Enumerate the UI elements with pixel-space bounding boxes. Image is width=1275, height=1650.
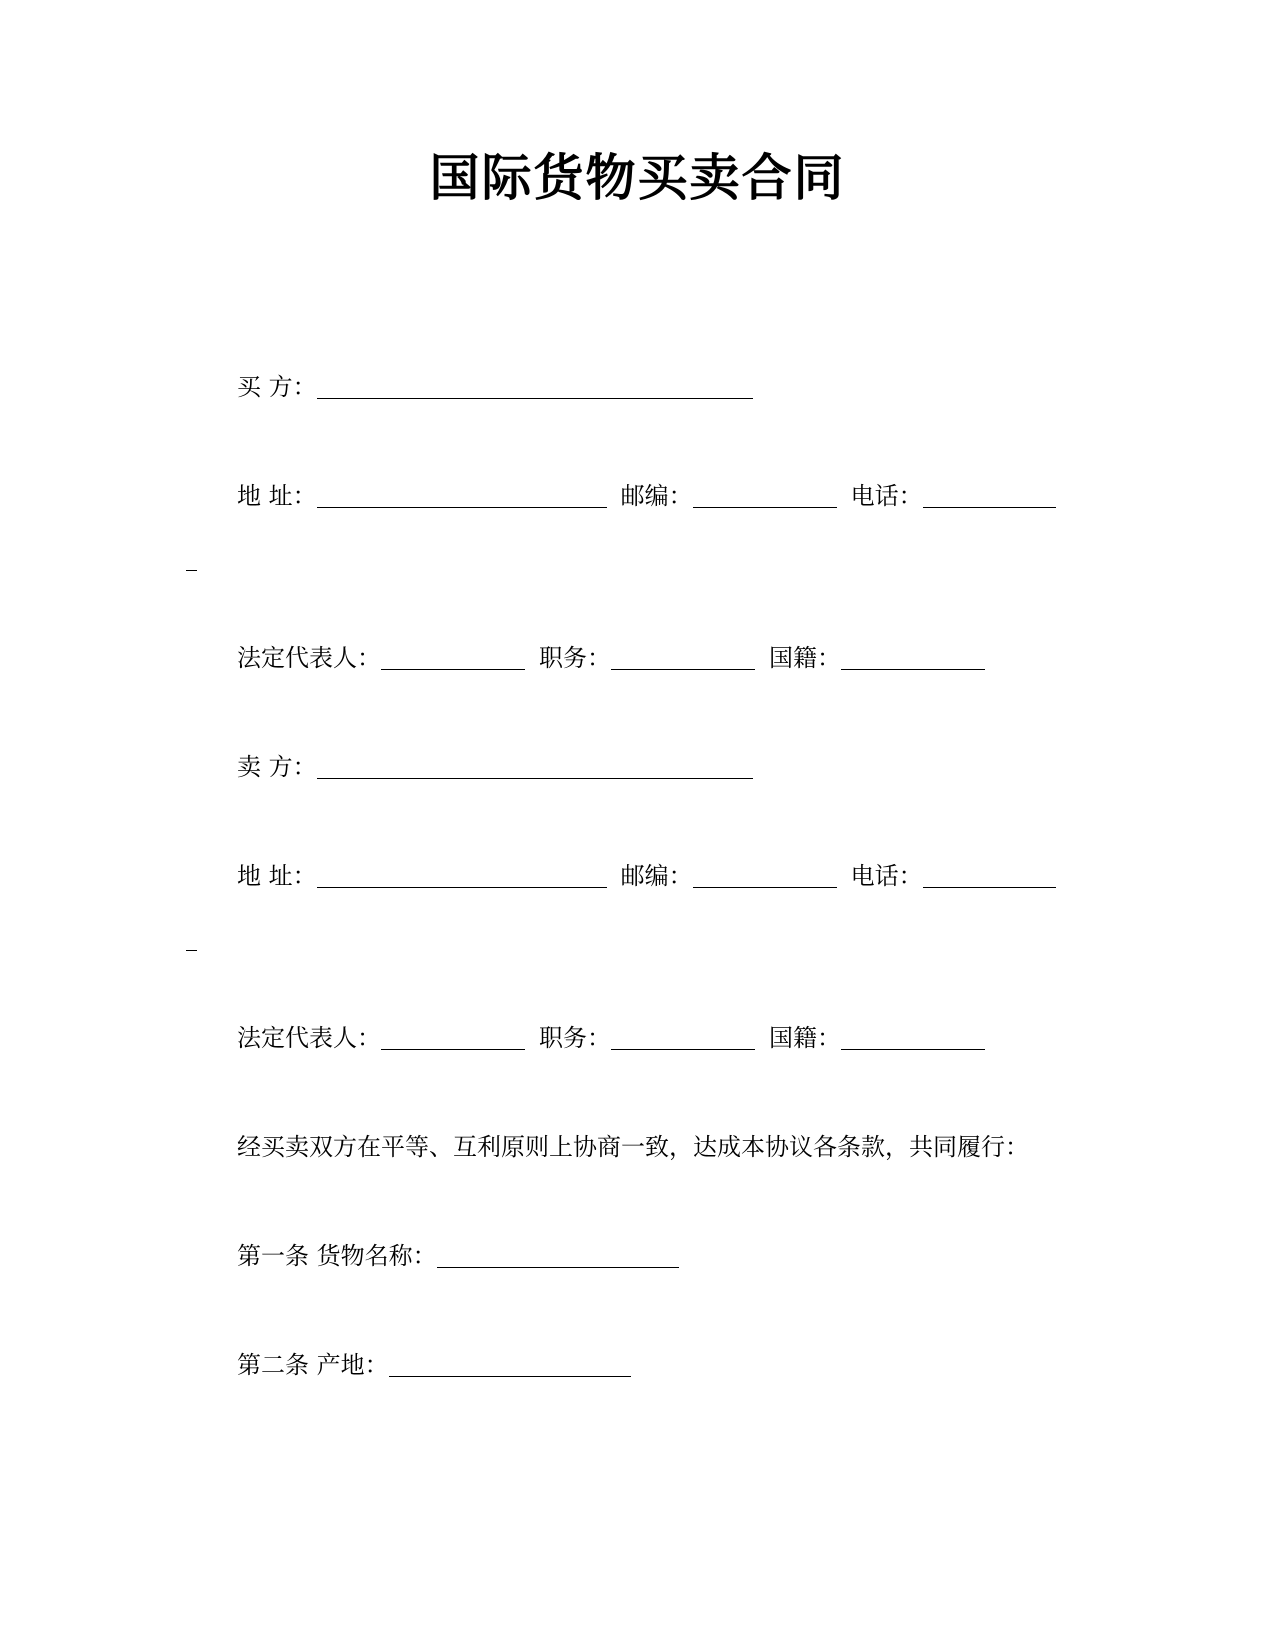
seller-address-row: [237, 860, 1056, 892]
seller-phone-blank-continuation: [186, 950, 197, 951]
seller-phone-label: 电话：: [850, 862, 923, 890]
article-2-row: [237, 1349, 645, 1381]
buyer-address-blank: [317, 507, 607, 508]
buyer-label: 买 方：: [237, 373, 317, 401]
article-1-row: [237, 1240, 693, 1272]
seller-position-label: 职务：: [539, 1024, 611, 1052]
article-2-blank: [389, 1376, 631, 1377]
document-title: 国际货物买卖合同: [429, 149, 846, 207]
buyer-legal-rep-row: [237, 642, 985, 674]
seller-nationality-blank: [841, 1049, 985, 1050]
buyer-phone-blank: [923, 507, 1056, 508]
buyer-name-blank: [317, 398, 753, 399]
buyer-nationality-blank: [841, 669, 985, 670]
seller-postcode-blank: [693, 887, 837, 888]
article-2-label: 第二条 产地：: [237, 1351, 389, 1379]
seller-legal-rep-row: [237, 1022, 985, 1054]
buyer-postcode-label: 邮编：: [620, 482, 693, 510]
seller-phone-blank: [923, 887, 1056, 888]
seller-name-blank: [317, 778, 753, 779]
article-1-blank: [437, 1267, 679, 1268]
seller-address-label: 地 址：: [237, 862, 317, 890]
buyer-address-label: 地 址：: [237, 482, 317, 510]
buyer-position-label: 职务：: [539, 644, 611, 672]
buyer-legal-rep-blank: [381, 669, 525, 670]
buyer-postcode-blank: [693, 507, 837, 508]
seller-nationality-label: 国籍：: [769, 1024, 841, 1052]
seller-legal-rep-blank: [381, 1049, 525, 1050]
seller-address-blank: [317, 887, 607, 888]
buyer-phone-blank-continuation: [186, 570, 197, 571]
buyer-phone-label: 电话：: [850, 482, 923, 510]
seller-name-row: [237, 751, 767, 783]
article-1-label: 第一条 货物名称：: [237, 1242, 437, 1270]
buyer-address-row: [237, 480, 1056, 512]
buyer-nationality-label: 国籍：: [769, 644, 841, 672]
seller-legal-rep-label: 法定代表人：: [237, 1024, 381, 1052]
contract-preamble: 经买卖双方在平等、互利原则上协商一致，达成本协议各条款，共同履行：: [237, 1133, 1029, 1161]
seller-position-blank: [611, 1049, 755, 1050]
buyer-position-blank: [611, 669, 755, 670]
buyer-name-row: [237, 371, 767, 403]
seller-postcode-label: 邮编：: [620, 862, 693, 890]
seller-label: 卖 方：: [237, 753, 317, 781]
buyer-legal-rep-label: 法定代表人：: [237, 644, 381, 672]
